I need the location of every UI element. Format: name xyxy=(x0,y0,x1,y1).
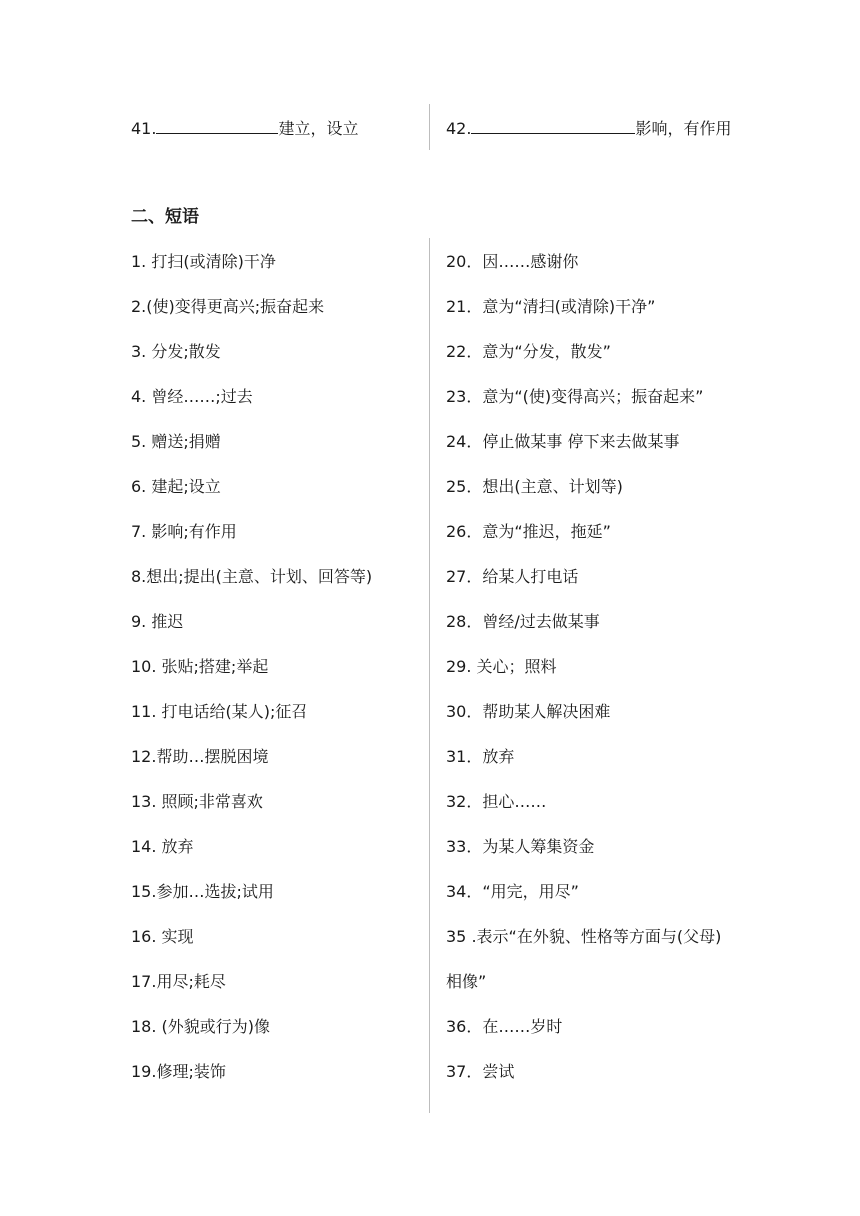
section-title: 二、短语 xyxy=(131,207,199,227)
list-item: 5. 赠送;捐赠 xyxy=(131,432,221,451)
list-item: 27．给某人打电话 xyxy=(446,567,579,586)
item-41 xyxy=(131,117,358,140)
list-item: 3. 分发;散发 xyxy=(131,342,221,361)
list-item: 31．放弃 xyxy=(446,747,515,766)
list-item: 15.参加…选拔;试用 xyxy=(131,882,274,901)
list-item: 6. 建起;设立 xyxy=(131,477,221,496)
list-item: 37．尝试 xyxy=(446,1062,515,1081)
top-column-divider xyxy=(429,104,430,150)
item-42-number: 42. xyxy=(446,119,472,138)
list-item: 4. 曾经……;过去 xyxy=(131,387,253,406)
list-item: 16. 实现 xyxy=(131,927,194,946)
list-item: 24．停止做某事 停下来去做某事 xyxy=(446,432,680,451)
list-item: 1. 打扫(或清除)干净 xyxy=(131,252,276,271)
list-item: 2.(使)变得更高兴;振奋起来 xyxy=(131,297,325,316)
list-item: 34．“用完，用尽” xyxy=(446,882,579,901)
item-42-blank[interactable] xyxy=(471,117,635,134)
list-item: 21．意为“清扫(或清除)干净” xyxy=(446,297,656,316)
list-item: 9. 推迟 xyxy=(131,612,184,631)
item-41-blank[interactable] xyxy=(156,117,278,134)
list-item: 22．意为“分发，散发” xyxy=(446,342,611,361)
list-item: 11. 打电话给(某人);征召 xyxy=(131,702,308,721)
list-item: 32．担心…… xyxy=(446,792,547,811)
list-item: 20．因……感谢你 xyxy=(446,252,579,271)
list-item: 10. 张贴;搭建;举起 xyxy=(131,657,269,676)
right-phrase-list xyxy=(446,251,746,1106)
item-42-meaning: 影响，有作用 xyxy=(635,119,732,138)
list-item: 18. (外貌或行为)像 xyxy=(131,1017,271,1036)
list-item: 28．曾经/过去做某事 xyxy=(446,612,600,631)
list-item: 12.帮助…摆脱困境 xyxy=(131,747,269,766)
list-item: 13. 照顾;非常喜欢 xyxy=(131,792,263,811)
list-item: 30．帮助某人解决困难 xyxy=(446,702,611,721)
list-item: 14. 放弃 xyxy=(131,837,194,856)
list-item-continuation: 相像” xyxy=(446,972,487,991)
item-41-meaning: 建立，设立 xyxy=(278,119,359,138)
item-42 xyxy=(446,117,731,140)
left-phrase-list xyxy=(131,251,421,1106)
list-item: 23．意为“(使)变得高兴；振奋起来” xyxy=(446,387,704,406)
list-item: 33．为某人筹集资金 xyxy=(446,837,595,856)
list-item: 19.修理;装饰 xyxy=(131,1062,226,1081)
list-item: 26．意为“推迟，拖延” xyxy=(446,522,611,541)
list-item: 8.想出;提出(主意、计划、回答等) xyxy=(131,567,373,586)
list-item: 29. 关心；照料 xyxy=(446,657,557,676)
phrase-column-divider xyxy=(429,238,430,1113)
list-item: 25．想出(主意、计划等) xyxy=(446,477,623,496)
list-item: 35 .表示“在外貌、性格等方面与(父母) xyxy=(446,927,722,946)
list-item: 36．在……岁时 xyxy=(446,1017,563,1036)
list-item: 17.用尽;耗尽 xyxy=(131,972,226,991)
item-41-number: 41. xyxy=(131,119,157,138)
list-item: 7. 影响;有作用 xyxy=(131,522,237,541)
